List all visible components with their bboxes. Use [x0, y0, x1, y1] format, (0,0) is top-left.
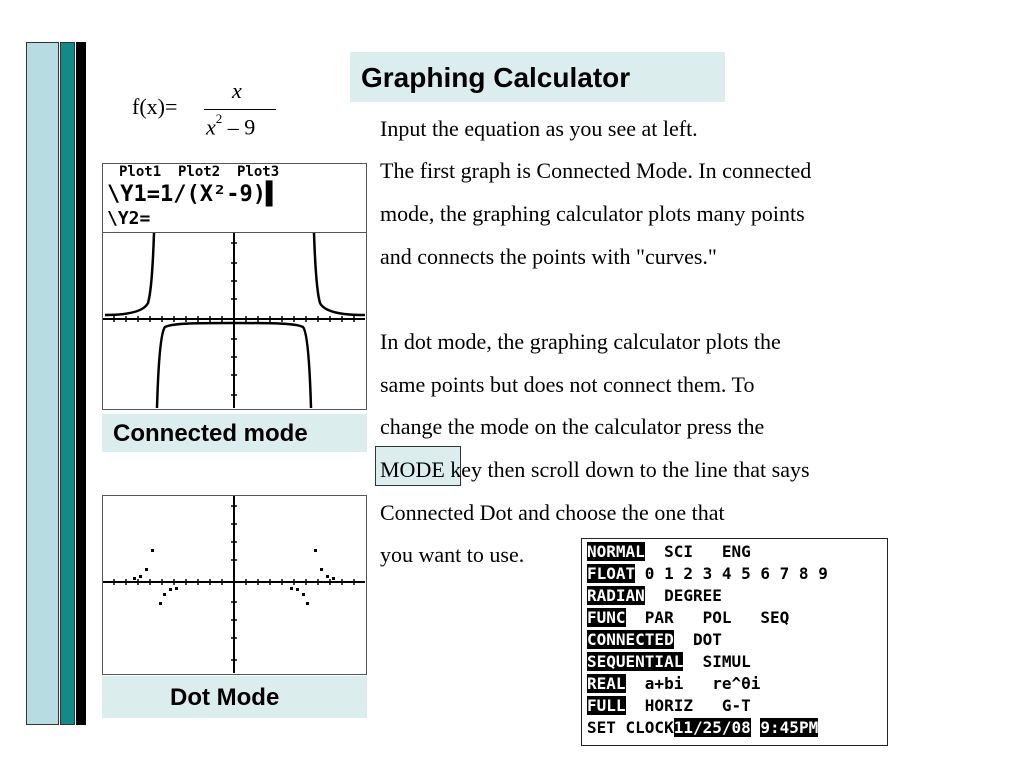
mode-row-sequential-selected: SEQUENTIAL	[587, 652, 684, 671]
mode-row-number	[587, 674, 760, 694]
mode-row-graph-type-selected: FUNC	[587, 608, 626, 627]
mode-row-sequential-options: SIMUL	[683, 652, 751, 671]
connected-graph-screen	[102, 232, 367, 410]
text-line-10: you want to use.	[380, 542, 525, 567]
curve-right-branch	[314, 233, 365, 315]
mode-row-number-options: a+bi re^θi	[625, 674, 761, 693]
y-editor-screen	[102, 163, 367, 233]
mode-row-float-selected: FLOAT	[587, 564, 636, 583]
text-line-6: same points but does not connect them. To	[380, 372, 755, 397]
decorative-bar-black	[76, 42, 86, 725]
mode-row-clock-time: 9:45PM	[760, 718, 819, 737]
mode-row-clock	[587, 718, 818, 738]
formula-numerator: x	[232, 78, 242, 103]
caption-dot	[102, 676, 367, 718]
text-line-8: MODE key then scroll down to the line that says	[380, 457, 810, 482]
caption-dot-text: Dot Mode	[170, 684, 280, 711]
fraction-bar	[204, 109, 276, 110]
mode-row-sequential	[587, 652, 751, 672]
dot-graph-screen	[102, 495, 367, 675]
den-rest: – 9	[227, 114, 256, 140]
text-line-1: Input the equation as you see at left.	[380, 116, 698, 141]
decorative-bar-light	[26, 42, 59, 725]
mode-row-float	[587, 564, 828, 584]
formula-lhs: f(x)=	[132, 94, 178, 119]
caption-connected-text: Connected mode	[113, 420, 308, 447]
mode-row-angle-options: DEGREE	[644, 586, 722, 605]
text-line-7: change the mode on the calculator press the	[380, 414, 765, 439]
mode-row-screen	[587, 696, 751, 716]
text-line-2: The first graph is Connected Mode. In connected	[380, 158, 812, 183]
mode-row-angle-selected: RADIAN	[587, 586, 645, 605]
mode-row-notation-selected: NORMAL	[587, 542, 645, 561]
mode-row-notation-options: SCI ENG	[644, 542, 751, 561]
y1-entry: \Y1=1/(X²-9)▌	[107, 182, 280, 207]
formula	[132, 78, 292, 148]
text-line-3: mode, the graphing calculator plots many points	[380, 201, 805, 226]
plot-header: Plot1 Plot2 Plot3	[119, 164, 280, 180]
text-line-9: Connected Dot and choose the one that	[380, 500, 725, 525]
decorative-bar-teal	[60, 42, 75, 725]
mode-row-screen-selected: FULL	[587, 696, 626, 715]
mode-row-float-options: 0 1 2 3 4 5 6 7 8 9	[635, 564, 828, 583]
mode-row-notation	[587, 542, 751, 562]
mode-menu-screen	[581, 538, 888, 746]
text-line-4: and connects the points with "curves."	[380, 244, 717, 269]
mode-row-screen-options: HORIZ G-T	[625, 696, 751, 715]
den-var: x	[206, 114, 216, 140]
mode-row-graph-type	[587, 608, 789, 628]
page-title: Graphing Calculator	[361, 62, 631, 93]
caption-connected	[102, 414, 367, 452]
mode-row-connected-dot	[587, 630, 722, 650]
formula-denominator	[206, 111, 256, 140]
connected-graph	[103, 233, 365, 408]
y2-entry: \Y2=	[107, 208, 151, 229]
title-box	[350, 52, 725, 102]
mode-row-dot-option: DOT	[673, 630, 722, 649]
curve-left-branch	[105, 233, 154, 315]
mode-row-clock-date: 11/25/08	[673, 718, 751, 737]
dot-graph	[103, 496, 365, 673]
mode-row-graph-type-options: PAR POL SEQ	[625, 608, 790, 627]
text-line-5: In dot mode, the graphing calculator plots the	[380, 329, 781, 354]
mode-row-number-selected: REAL	[587, 674, 626, 693]
den-exp: 2	[215, 111, 223, 126]
mode-row-connected-selected: CONNECTED	[587, 630, 674, 649]
mode-row-clock-label: SET CLOCK	[587, 718, 674, 737]
mode-row-angle	[587, 586, 722, 606]
